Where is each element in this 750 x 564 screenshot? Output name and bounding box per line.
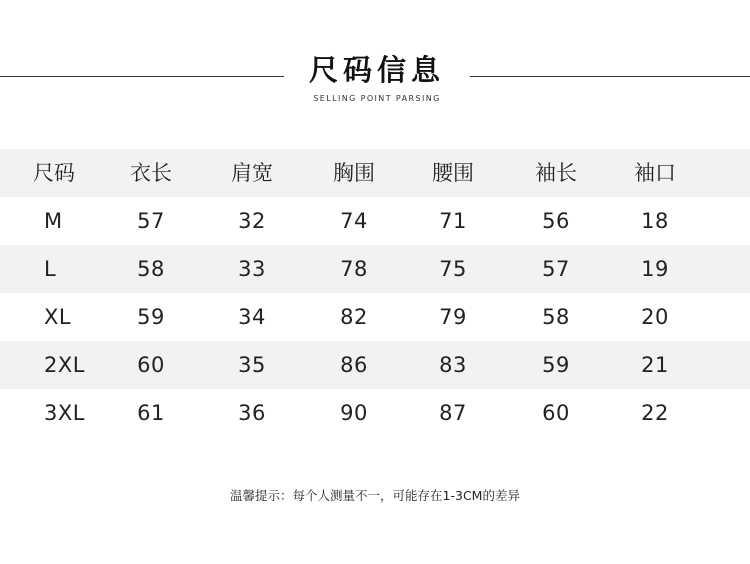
column-header-sleeve-length: 袖长 [535,161,577,185]
size-cell: M [44,209,63,233]
table-cell: 57 [137,209,165,233]
table-cell: 19 [641,257,669,281]
table-cell: 35 [238,353,266,377]
header-rule-left [0,76,284,77]
column-header-cuff: 袖口 [634,161,676,185]
table-cell: 59 [542,353,570,377]
table-row [0,197,750,245]
table-cell: 90 [340,401,368,425]
table-cell: 79 [439,305,467,329]
table-row [0,341,750,389]
table-cell: 71 [439,209,467,233]
table-cell: 83 [439,353,467,377]
table-cell: 58 [542,305,570,329]
table-header-row [0,149,750,197]
table-row [0,293,750,341]
table-cell: 78 [340,257,368,281]
table-cell: 22 [641,401,669,425]
size-table [0,149,750,437]
table-cell: 87 [439,401,467,425]
header-rule-right [470,76,750,77]
table-row [0,245,750,293]
table-cell: 74 [340,209,368,233]
measurement-note: 温馨提示：每个人测量不一，可能存在1-3CM的差异 [230,488,520,503]
column-header-shoulder: 肩宽 [231,161,273,185]
header [0,0,750,120]
table-cell: 58 [137,257,165,281]
table-cell: 86 [340,353,368,377]
table-cell: 60 [137,353,165,377]
table-cell: 21 [641,353,669,377]
column-header-length: 衣长 [130,161,172,185]
column-header-size: 尺码 [33,161,75,185]
table-cell: 32 [238,209,266,233]
table-cell: 36 [238,401,266,425]
table-cell: 20 [641,305,669,329]
table-cell: 34 [238,305,266,329]
table-cell: 75 [439,257,467,281]
page-subtitle: SELLING POINT PARSING [313,94,441,103]
table-cell: 56 [542,209,570,233]
table-cell: 60 [542,401,570,425]
size-cell: L [44,257,57,281]
table-row [0,389,750,437]
size-cell: 3XL [44,401,85,425]
page-title: 尺码信息 [308,53,445,87]
column-header-waist: 腰围 [432,161,474,185]
size-cell: 2XL [44,353,85,377]
table-cell: 61 [137,401,165,425]
column-header-chest: 胸围 [333,161,375,185]
table-cell: 57 [542,257,570,281]
table-cell: 33 [238,257,266,281]
table-cell: 18 [641,209,669,233]
table-cell: 82 [340,305,368,329]
table-cell: 59 [137,305,165,329]
size-cell: XL [44,305,72,329]
